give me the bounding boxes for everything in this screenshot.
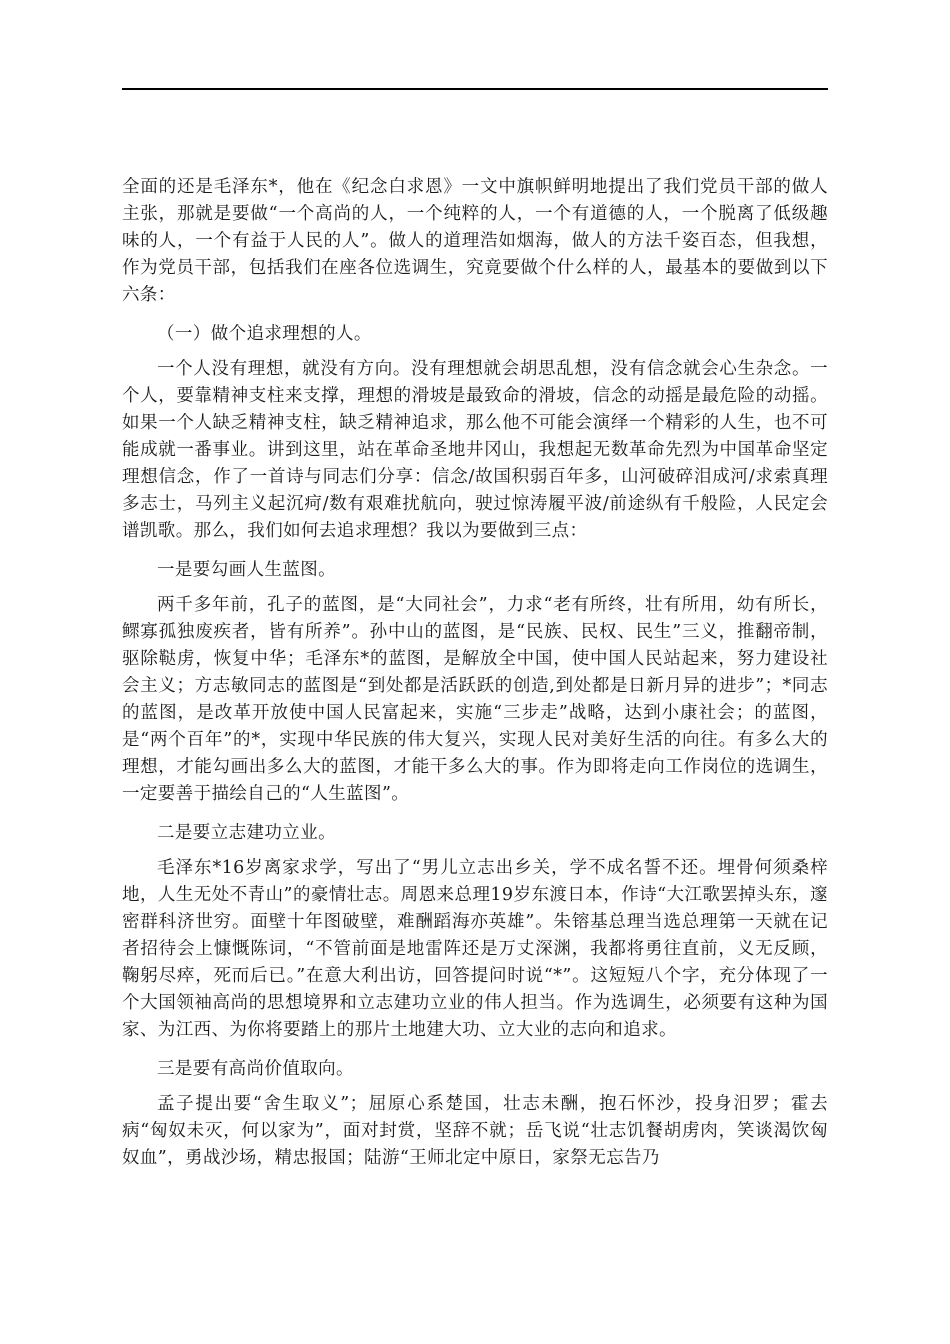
header-rule [122,88,828,90]
paragraph-ideals: 一个人没有理想，就没有方向。没有理想就会胡思乱想，没有信念就会心生杂念。一个人，要靠精神支柱来支撑，理想的滑坡是最致命的滑坡，信念的动摇是最危险的动摇。如果一个人缺乏精神支柱，缺乏精神追求，那么他不可能会演绎一个精彩的人生，也不可能成就一番事业。讲到这里，站在革命圣地井冈山，我想起无数革命先烈为中国革命坚定理想信念，作了一首诗与同志们分享：信念/故国积弱百年多，山河破碎泪成河/求索真理多志士，马列主义起沉疴/数有艰难扰航向，驶过惊涛履平波/前途纵有千般险，人民定会谱凯歌。那么，我们如何去追求理想？我以为要做到三点： [122,359,828,541]
paragraph-intro: 全面的还是毛泽东*，他在《纪念白求恩》一文中旗帜鲜明地提出了我们党员干部的做人主张，那就是要做“一个高尚的人，一个纯粹的人，一个有道德的人，一个脱离了低级趣味的人，一个有益于人民的人”。做人的道理浩如烟海，做人的方法千姿百态，但我想，作为党员干部，包括我们在座各位选调生，究竟要做个什么样的人，最基本的要做到以下六条： [122,177,828,305]
section-heading-ideals: （一）做个追求理想的人。 [157,324,372,344]
paragraph-values: 孟子提出要“舍生取义”；屈原心系楚国，壮志未酬，抱石怀沙，投身汨罗；霍去病“匈奴未灭，何以家为”，面对封赏，坚辞不就；岳飞说“壮志饥餐胡虏肉，笑谈渴饮匈奴血”，勇战沙场，精忠报国；陆游“王师北定中原日，家祭无忘告乃 [122,1094,828,1168]
subheading-ambition: 二是要立志建功立业。 [157,823,336,843]
paragraph-ambition: 毛泽东*16岁离家求学，写出了“男儿立志出乡关，学不成名誓不还。埋骨何须桑梓地，人生无处不青山”的豪情壮志。周恩来总理19岁东渡日本，作诗“大江歌罢掉头东，邃密群科济世穷。面壁十年图破壁，难酬蹈海亦英雄”。朱镕基总理当选总理第一天就在记者招待会上慷慨陈词，“不管前面是地雷阵还是万丈深渊，我都将勇往直前，义无反顾，鞠躬尽瘁，死而后已。”在意大利出访，回答提问时说“*”。这短短八个字，充分体现了一个大国领袖高尚的思想境界和立志建功立业的伟人担当。作为选调生，必须要有这种为国家、为江西、为你将要踏上的那片土地建大功、立大业的志向和追求。 [122,858,828,1040]
subheading-blueprint: 一是要勾画人生蓝图。 [157,560,336,580]
paragraph-blueprint: 两千多年前，孔子的蓝图，是“大同社会”，力求“老有所终，壮有所用，幼有所长，鳏寡孤独废疾者，皆有所养”。孙中山的蓝图，是“民族、民权、民生”三义，推翻帝制，驱除鞑虏，恢复中华；毛泽东*的蓝图，是解放全中国，使中国人民站起来，努力建设社会主义；方志敏同志的蓝图是“到处都是活跃跃的创造,到处都是日新月异的进步”；*同志的蓝图，是改革开放使中国人民富起来，实施“三步走”战略，达到小康社会；的蓝图，是“两个百年”的*，实现中华民族的伟大复兴，实现人民对美好生活的向往。有多么大的理想，才能勾画出多么大的蓝图，才能干多么大的事。作为即将走向工作岗位的选调生，一定要善于描绘自己的“人生蓝图”。 [122,595,828,804]
document-body [122,174,828,1172]
subheading-values: 三是要有高尚价值取向。 [157,1059,354,1079]
